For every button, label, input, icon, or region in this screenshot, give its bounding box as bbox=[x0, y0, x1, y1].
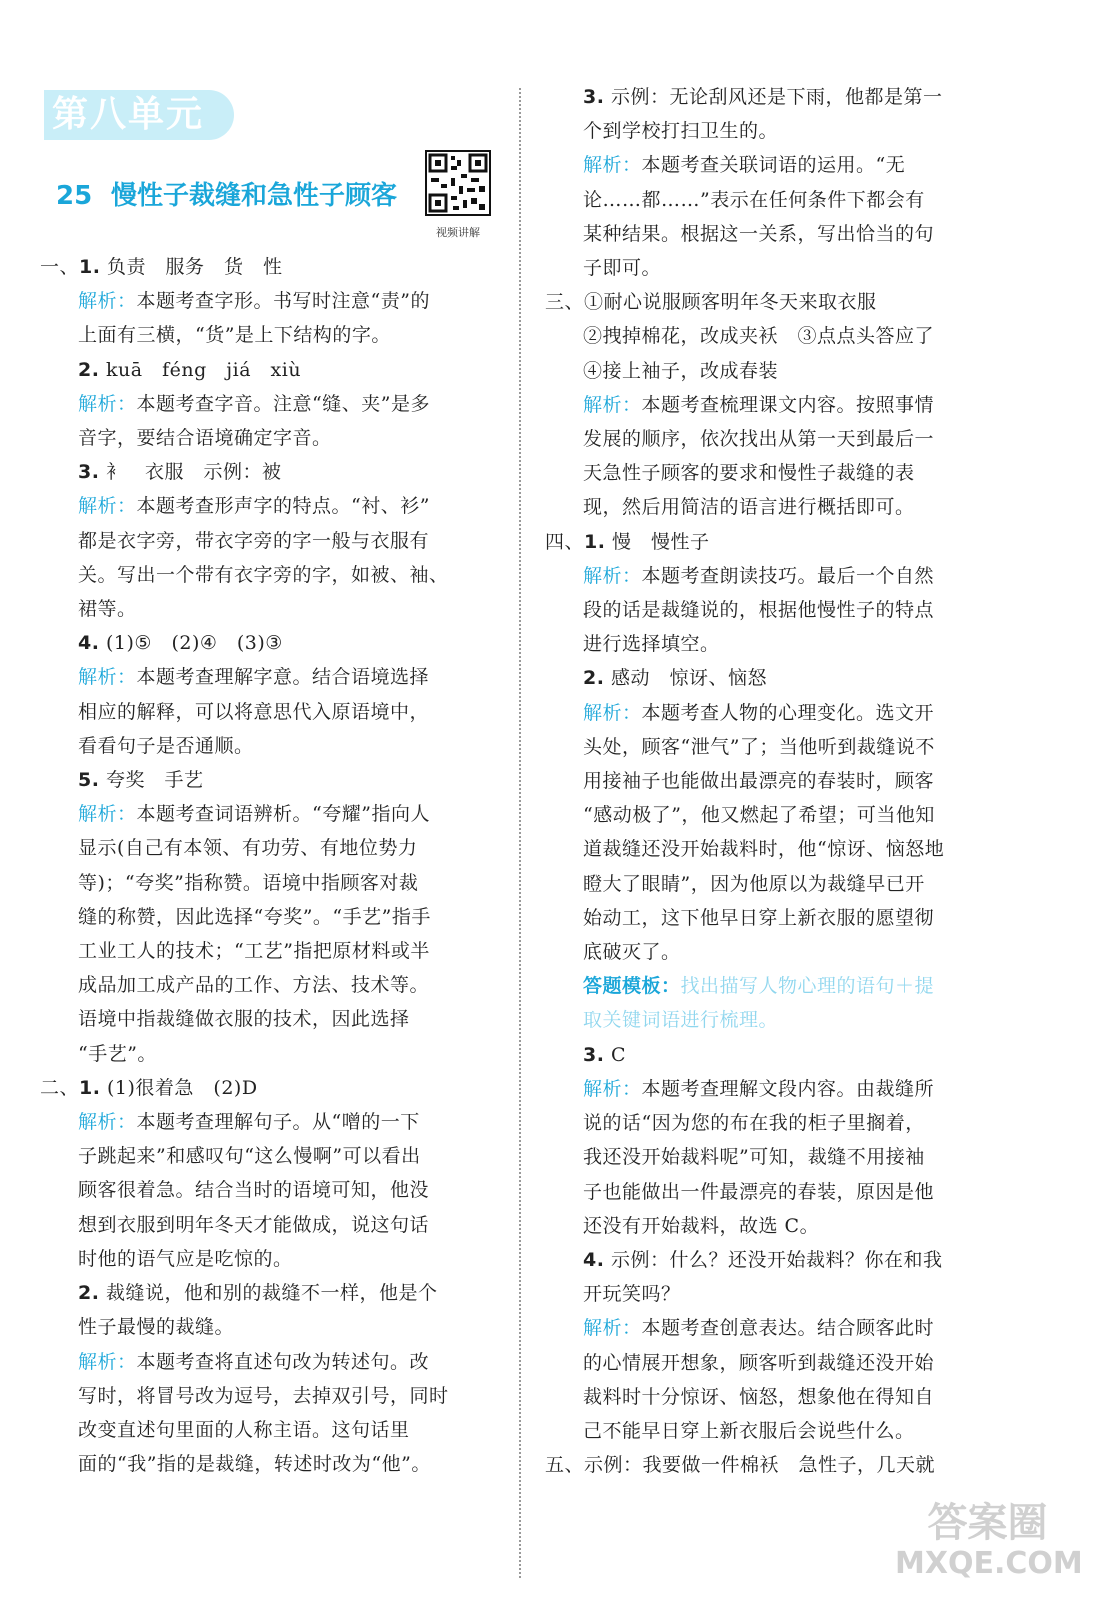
answer-line: 段的话是裁缝说的，根据他慢性子的特点 bbox=[583, 599, 935, 622]
answer-line: 写时，将冒号改为逗号，去掉双引号，同时 bbox=[78, 1384, 449, 1407]
answer-line: 性子最慢的裁缝。 bbox=[78, 1316, 235, 1339]
question-number: 2. bbox=[78, 1282, 100, 1305]
column-divider bbox=[519, 88, 521, 1578]
question-number: 4. bbox=[78, 632, 100, 655]
answer-line: 底破灭了。 bbox=[583, 941, 681, 964]
analysis-label: 解析： bbox=[583, 564, 642, 587]
answer-line: 解析：本题考查理解文段内容。由裁缝所 bbox=[583, 1077, 935, 1100]
answer-line: 上面有三横，“货”是上下结构的字。 bbox=[78, 324, 391, 347]
lesson-title-text: 慢性子裁缝和急性子顾客 bbox=[111, 181, 398, 211]
qr-code-icon[interactable] bbox=[425, 150, 491, 216]
answer-line: 开玩笑吗？ bbox=[583, 1283, 681, 1306]
answer-line: 5. 夸奖 手艺 bbox=[78, 769, 204, 792]
analysis-label: 解析： bbox=[583, 1077, 642, 1100]
answer-line: 答题模板：找出描写人物心理的语句＋提 bbox=[583, 975, 935, 998]
lesson-number: 25 bbox=[56, 181, 93, 211]
answer-line: 3. 示例：无论刮风还是下雨，他都是第一 bbox=[583, 86, 943, 108]
answer-line: 道裁缝还没开始裁料时，他“惊讶、恼怒地 bbox=[583, 838, 945, 861]
answer-line: 四、1. 慢 慢性子 bbox=[545, 530, 710, 553]
answer-line: 成品加工成产品的工作、方法、技术等。 bbox=[78, 974, 430, 997]
question-number: 4. bbox=[583, 1248, 605, 1271]
answer-line: 一、1. 负责 服务 货 性 bbox=[40, 256, 283, 278]
left-column bbox=[40, 250, 505, 1481]
analysis-label: 解析： bbox=[78, 1350, 137, 1373]
analysis-label: 解析： bbox=[583, 1317, 642, 1340]
answer-line: 解析：本题考查理解字意。结合语境选择 bbox=[78, 666, 430, 689]
analysis-label: 解析： bbox=[583, 154, 642, 177]
answer-line: 面的“我”指的是裁缝，转述时改为“他”。 bbox=[78, 1453, 431, 1476]
answer-line: 始动工，这下他早日穿上新衣服的愿望彻 bbox=[583, 906, 935, 929]
answer-line: 的心情展开想象，顾客听到裁缝还没开始 bbox=[583, 1351, 935, 1374]
question-number: 1. bbox=[79, 1076, 101, 1099]
answer-line: ④接上袖子，改成春装 bbox=[583, 359, 779, 382]
analysis-label: 解析： bbox=[78, 666, 137, 689]
answer-line: 看看句子是否通顺。 bbox=[78, 734, 254, 757]
answer-line: 天急性子顾客的要求和慢性子裁缝的表 bbox=[583, 462, 915, 485]
answer-line: 想到衣服到明年冬天才能做成，说这句话 bbox=[78, 1213, 430, 1236]
question-number: 3. bbox=[78, 461, 100, 484]
answer-line: 4. 示例：什么？还没开始裁料？你在和我 bbox=[583, 1248, 943, 1271]
answer-line: 解析：本题考查将直述句改为转述句。改 bbox=[78, 1350, 430, 1373]
answer-line: “手艺”。 bbox=[78, 1042, 157, 1065]
answer-line: 4. (1)⑤ (2)④ (3)③ bbox=[78, 632, 283, 655]
unit-banner: 第八单元 bbox=[44, 90, 234, 140]
answer-line: 解析：本题考查梳理课文内容。按照事情 bbox=[583, 393, 935, 416]
question-number: 1. bbox=[584, 530, 606, 553]
answer-line: 三、①耐心说服顾客明年冬天来取衣服 bbox=[545, 291, 877, 314]
qr-label: 视频讲解 bbox=[436, 226, 480, 239]
answer-line: 解析：本题考查形声字的特点。“衬、衫” bbox=[78, 495, 430, 518]
answer-line: 己不能早日穿上新衣服后会说些什么。 bbox=[583, 1419, 915, 1442]
answer-line: 现，然后用简洁的语言进行概括即可。 bbox=[583, 496, 915, 519]
watermark-line-1: 答案圈 bbox=[927, 1500, 1048, 1546]
question-number: 3. bbox=[583, 86, 605, 108]
answer-line: 解析：本题考查理解句子。从“噌的一下 bbox=[78, 1111, 420, 1134]
answer-line: 3. 衤 衣服 示例：被 bbox=[78, 461, 282, 484]
question-number: 2. bbox=[583, 667, 605, 690]
answer-line: 改变直述句里面的人称主语。这句话里 bbox=[78, 1418, 410, 1441]
template-label: 答题模板： bbox=[583, 975, 681, 998]
answer-line: 瞪大了眼睛”，因为他原以为裁缝早已开 bbox=[583, 872, 925, 895]
watermark bbox=[895, 1500, 1083, 1590]
question-number: 3. bbox=[583, 1043, 605, 1066]
analysis-label: 解析： bbox=[78, 392, 137, 415]
answer-line: ②拽掉棉花，改成夹袄 ③点点头答应了 bbox=[583, 325, 935, 348]
answer-line: 工业工人的技术；“工艺”指把原材料或半 bbox=[78, 940, 430, 963]
answer-line: 裙等。 bbox=[78, 598, 137, 621]
answer-line: 进行选择填空。 bbox=[583, 633, 720, 656]
answer-line: 用接袖子也能做出最漂亮的春装时，顾客 bbox=[583, 770, 935, 793]
answer-line: 子跳起来”和感叹句“这么慢啊”可以看出 bbox=[78, 1145, 421, 1168]
answer-line: 个到学校打扫卫生的。 bbox=[583, 120, 779, 143]
answer-line: 子也能做出一件最漂亮的春装，原因是他 bbox=[583, 1180, 935, 1203]
answer-line: 子即可。 bbox=[583, 257, 662, 280]
analysis-label: 解析： bbox=[583, 393, 642, 416]
answer-line: 还没有开始裁料，故选 C。 bbox=[583, 1214, 820, 1237]
answer-line: 裁料时十分惊讶、恼怒，想象他在得知自 bbox=[583, 1385, 935, 1408]
answer-line: 3. C bbox=[583, 1043, 627, 1066]
question-number: 2. bbox=[78, 358, 100, 381]
answer-line: 头处，顾客“泄气”了；当他听到裁缝说不 bbox=[583, 735, 935, 758]
answer-line: 显示(自己有本领、有功劳、有地位势力 bbox=[78, 837, 418, 860]
answer-line: 解析：本题考查人物的心理变化。选文开 bbox=[583, 701, 935, 724]
answer-line: 解析：本题考查字形。书写时注意“责”的 bbox=[78, 290, 430, 313]
analysis-label: 解析： bbox=[583, 701, 642, 724]
answer-line: 解析：本题考查朗读技巧。最后一个自然 bbox=[583, 564, 935, 587]
answer-line: 时他的语气应是吃惊的。 bbox=[78, 1247, 293, 1270]
answer-line: 解析：本题考查关联词语的运用。“无 bbox=[583, 154, 906, 177]
analysis-label: 解析： bbox=[78, 1111, 137, 1134]
answer-line: 二、1. (1)很着急 (2)D bbox=[40, 1076, 258, 1099]
watermark-line-2: MXQE.COM bbox=[895, 1546, 1083, 1581]
analysis-label: 解析： bbox=[78, 803, 137, 826]
answer-line: 发展的顺序，依次找出从第一天到最后一 bbox=[583, 428, 935, 451]
answer-line: 顾客很着急。结合当时的语境可知，他没 bbox=[78, 1179, 430, 1202]
answer-line: 2. kuā féng jiá xiù bbox=[78, 358, 302, 381]
answer-line: 相应的解释，可以将意思代入原语境中， bbox=[78, 700, 430, 723]
answer-line: 论……都……”表示在任何条件下都会有 bbox=[583, 188, 925, 211]
answer-line: 解析：本题考查词语辨析。“夸耀”指向人 bbox=[78, 803, 430, 826]
analysis-label: 解析： bbox=[78, 495, 137, 518]
answer-line: 2. 感动 惊讶、恼怒 bbox=[583, 667, 767, 690]
answer-line: 某种结果。根据这一关系，写出恰当的句 bbox=[583, 222, 935, 245]
answer-line: 等)；“夸奖”指称赞。语境中指顾客对裁 bbox=[78, 871, 419, 894]
answer-line: 关。写出一个带有衣字旁的字，如被、袖、 bbox=[78, 563, 449, 586]
question-number: 1. bbox=[79, 256, 101, 278]
answer-line: 解析：本题考查字音。注意“缝、夹”是多 bbox=[78, 392, 430, 415]
answer-line: 我还没开始裁料呢”可知，裁缝不用接袖 bbox=[583, 1146, 925, 1169]
analysis-label: 解析： bbox=[78, 290, 137, 313]
right-column bbox=[545, 80, 1015, 1482]
question-number: 5. bbox=[78, 769, 100, 792]
answer-line: 缝的称赞，因此选择“夸奖”。“手艺”指手 bbox=[78, 905, 431, 928]
answer-line: 音字，要结合语境确定字音。 bbox=[78, 427, 332, 450]
lesson-title bbox=[56, 176, 397, 216]
answer-line: “感动极了”，他又燃起了希望；可当他知 bbox=[583, 804, 935, 827]
answer-line: 语境中指裁缝做衣服的技术，因此选择 bbox=[78, 1008, 410, 1031]
answer-line: 说的话“因为您的布在我的柜子里搁着， bbox=[583, 1112, 925, 1135]
answer-line: 五、示例：我要做一件棉袄 急性子，几天就 bbox=[545, 1454, 936, 1477]
answer-line: 解析：本题考查创意表达。结合顾客此时 bbox=[583, 1317, 935, 1340]
answer-line: 都是衣字旁，带衣字旁的字一般与衣服有 bbox=[78, 529, 430, 552]
answer-line: 取关键词语进行梳理。 bbox=[583, 1009, 779, 1032]
answer-line: 2. 裁缝说，他和别的裁缝不一样，他是个 bbox=[78, 1282, 438, 1305]
